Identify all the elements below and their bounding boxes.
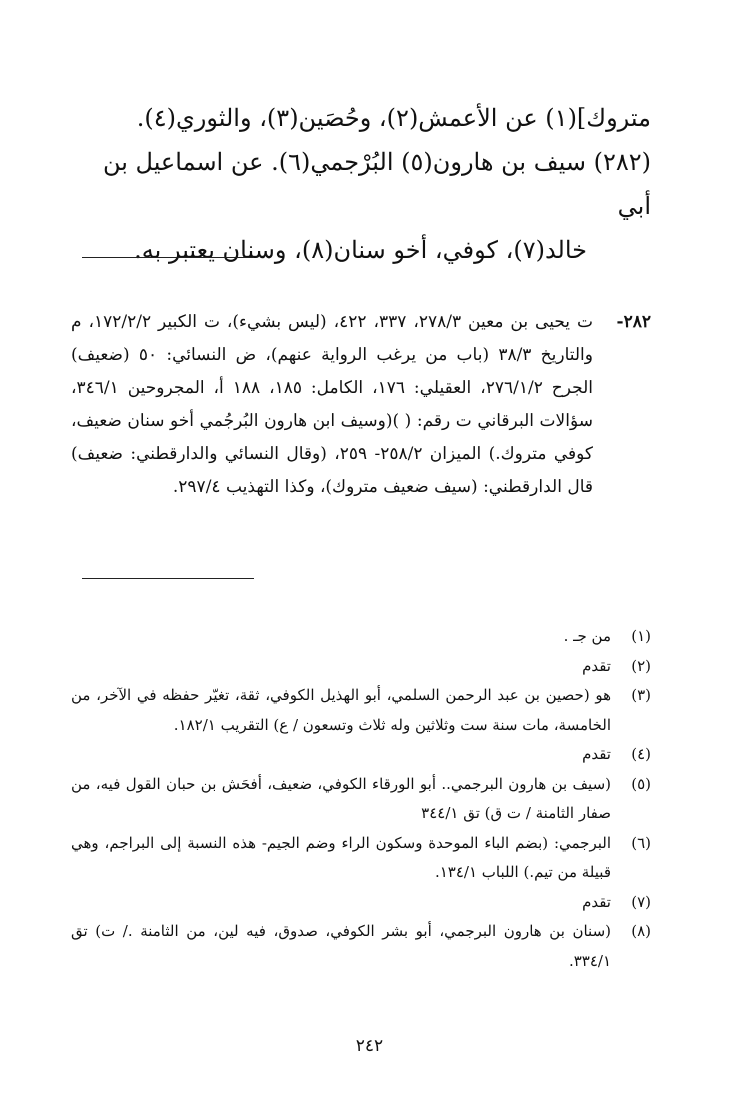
footnote-8 bbox=[71, 917, 651, 976]
main-line-2 bbox=[76, 140, 651, 228]
footnote-3 bbox=[71, 681, 651, 740]
divider-footnotes bbox=[82, 578, 254, 579]
footnote-6 bbox=[71, 829, 651, 888]
footnote-text: البرجمي: (بضم الباء الموحدة وسكون الراء وضم الجيم- هذه النسبة إلى البراجم، وهي قبيلة من تيم.) اللباب ١٣٤/١. bbox=[71, 833, 611, 881]
footnote-5 bbox=[71, 770, 651, 829]
footnote-4 bbox=[71, 740, 651, 770]
main-text bbox=[76, 96, 651, 272]
footnote-7 bbox=[71, 888, 651, 918]
footnote-text: تقدم bbox=[582, 656, 611, 675]
commentary-number: ٢٨٢- bbox=[616, 312, 651, 332]
footnotes bbox=[71, 622, 651, 976]
commentary-block bbox=[71, 306, 651, 504]
footnote-number: (٣) bbox=[631, 686, 651, 704]
footnote-2 bbox=[71, 652, 651, 682]
commentary-text: ت يحيى بن معين ٢٧٨/٣، ٣٣٧، ٤٢٢، (ليس بشيء)، ت الكبير ١٧٢/٢/٢، م والتاريخ ٣٨/٣ (باب من يرغب الرواية عنهم)، ض النسائي: ٥٠ (ضعيف) الجرح ٢٧٦/١/٢، العقيلي: ١٧٦، الكامل: ١٨٥، ١٨٨ أ، المجروحين ٣٤٦/١، سؤالات البرقاني ت رقم: ( )(وسيف ابن هارون البُرجُمي أخو سنان ضعيف، كوفي متروك.) الميزان ٢٥٨/٢- ٢٥٩، (وقال النسائي والدارقطني: ضعيف) قال الدارقطني: (سيف ضعيف متروك)، وكذا التهذيب ٢٩٧/٤. bbox=[71, 312, 594, 497]
footnote-text: (سنان بن هارون البرجمي، أبو بشر الكوفي، صدوق، فيه لين، من الثامنة ./ ت) تق ٣٣٤/١. bbox=[71, 922, 611, 970]
footnote-number: (٢) bbox=[631, 656, 651, 675]
main-line-1: متروك](١) عن الأعمش(٢)، وحُصَين(٣)، والثوري(٤). bbox=[136, 104, 651, 132]
footnote-text: هو (حصين بن عبد الرحمن السلمي، أبو الهذيل الكوفي، ثقة، تغيّر حفظه في الآخر، من الخامسة، مات سنة ست وثلاثين وله ثلاث وتسعون / ع) التقريب ١٨٢/١. bbox=[71, 686, 611, 734]
footnote-text: من جـ . bbox=[563, 627, 611, 645]
footnote-text: تقدم bbox=[582, 745, 611, 763]
footnote-number: (٦) bbox=[631, 833, 651, 852]
footnote-number: (١) bbox=[631, 627, 651, 645]
footnote-text: (سيف بن هارون البرجمي.. أبو الورقاء الكوفي، ضعيف، أفحَش بن حبان القول فيه، من صفار الثامنة / ت ق) تق ٣٤٤/١ bbox=[71, 774, 611, 822]
footnote-1 bbox=[71, 622, 651, 652]
main-line-3: خالد(٧)، كوفي، أخو سنان(٨)، وسنان يعتبر به. bbox=[134, 236, 587, 264]
footnote-number: (٨) bbox=[631, 922, 651, 940]
footnote-text: تقدم bbox=[582, 892, 611, 911]
footnote-number: (٤) bbox=[631, 745, 651, 763]
footnote-number: (٧) bbox=[631, 892, 651, 911]
page-number: ٢٤٢ bbox=[355, 1036, 384, 1056]
footnote-number: (٥) bbox=[631, 774, 651, 793]
entry-number: (٢٨٢) bbox=[593, 148, 651, 176]
divider-top bbox=[82, 257, 254, 258]
entry-heading: سيف بن هارون(٥) البُرْجمي(٦). عن اسماعيل بن أبي bbox=[102, 148, 651, 220]
